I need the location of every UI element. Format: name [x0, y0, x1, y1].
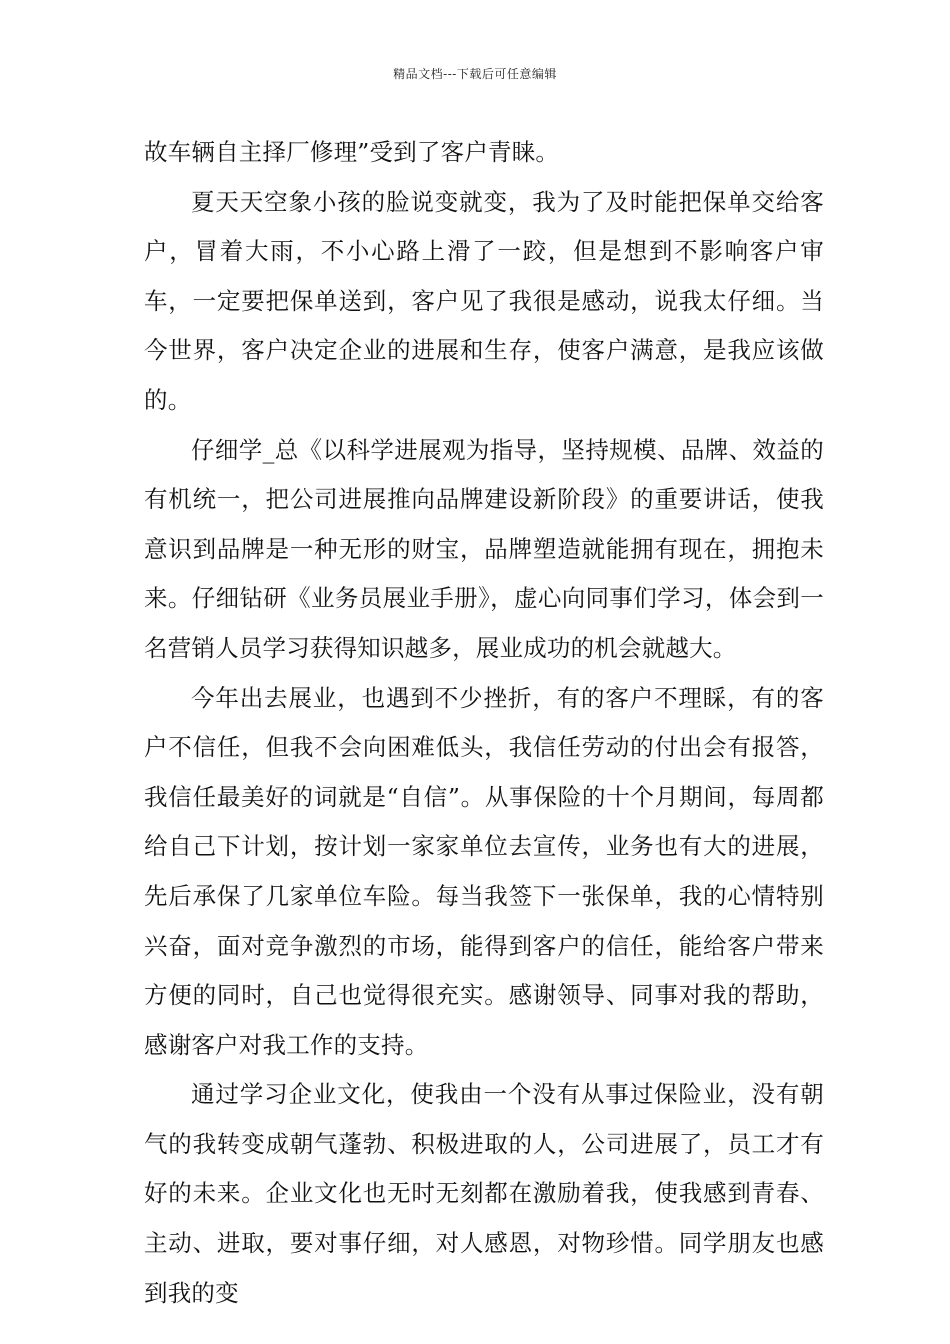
- paragraph-4: 今年出去展业，也遇到不少挫折，有的客户不理睬，有的客户不信任，但我不会向困难低头，我信任劳动的付出会有报答，我信任最美好的词就是“自信”。从事保险的十个月期间，每周都给自己下计划，按计划一家家单位去宣传，业务也有大的进展，先后承保了几家单位车险。每当我签下一张保单，我的心情特别兴奋，面对竞争激烈的市场，能得到客户的信任，能给客户带来方便的同时，自己也觉得很充实。感谢领导、同事对我的帮助，感谢客户对我工作的支持。: [144, 683, 824, 1059]
- document-body: [144, 128, 824, 1318]
- paragraph-5: 通过学习企业文化，使我由一个没有从事过保险业，没有朝气的我转变成朝气蓬勃、积极进取的人，公司进展了，员工才有好的未来。企业文化也无时无刻都在激励着我，使我感到青春、主动、进取，要对事仔细，对人感恩，对物珍惜。同学朋友也感到我的变: [144, 1080, 824, 1307]
- paragraph-3: 仔细学_总《以科学进展观为指导，坚持规模、品牌、效益的有机统一，把公司进展推向品牌建设新阶段》的重要讲话，使我意识到品牌是一种无形的财宝，品牌塑造就能拥有现在，拥抱未来。仔细钻研《业务员展业手册》，虚心向同事们学习，体会到一名营销人员学习获得知识越多，展业成功的机会就越大。: [144, 435, 824, 662]
- paragraph-2: 夏天天空象小孩的脸说变就变，我为了及时能把保单交给客户，冒着大雨，不小心路上滑了一跤，但是想到不影响客户审车，一定要把保单送到，客户见了我很是感动，说我太仔细。当今世界，客户决定企业的进展和生存，使客户满意，是我应该做的。: [144, 187, 824, 414]
- page-header: 精品文档---下载后可任意编辑: [393, 67, 557, 81]
- paragraph-1: 故车辆自主择厂修理”受到了客户青睐。: [144, 138, 560, 166]
